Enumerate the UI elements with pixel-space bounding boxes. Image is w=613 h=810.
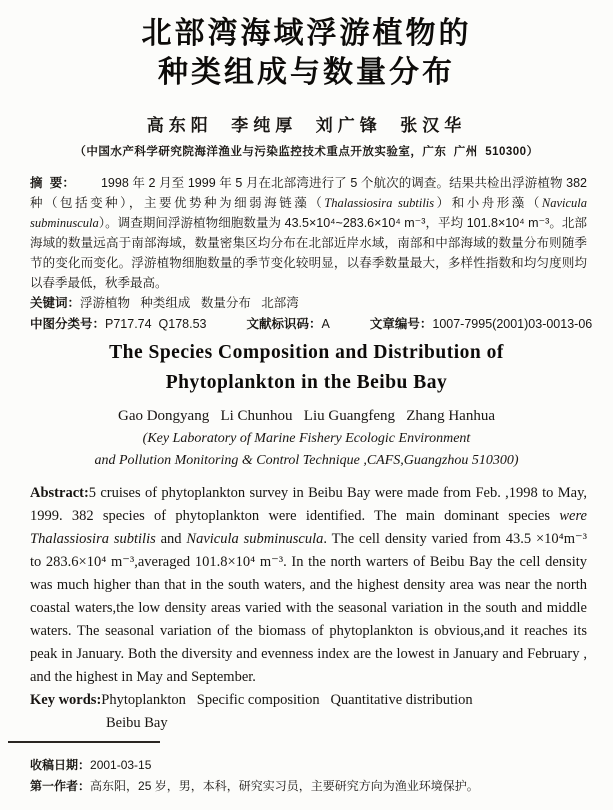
title-en-line2: Phytoplankton in the Beibu Bay xyxy=(165,372,448,393)
affiliation-english xyxy=(0,428,613,472)
article-title-chinese xyxy=(0,14,613,92)
article-id xyxy=(370,314,592,334)
chinese-header xyxy=(0,14,613,159)
title-en-line1: The Species Composition and Distribution of xyxy=(109,342,504,363)
authors-english: Gao Dongyang Li Chunhou Liu Guangfeng Zhang Hanhua xyxy=(117,408,495,424)
abstract-cn-text-1: 1998 年 2 月至 1999 年 5 月在北部湾进行了 5 个航次的调查。结果共检出浮游植物 382 种（包括变种），主要优势种为细弱海链藻（ xyxy=(30,176,587,210)
affiliation-en-line2: and Pollution Monitoring & Control Technique ,CAFS,Guangzhou 510300) xyxy=(94,453,519,468)
keywords-english-line2: Beibu Bay xyxy=(106,715,168,731)
abstract-cn-label: 摘 要： xyxy=(30,176,75,190)
chinese-abstract-block xyxy=(30,173,593,334)
keywords-cn-label: 关键词： xyxy=(30,296,81,310)
keywords-cn-text: 浮游植物 种类组成 数量分布 北部湾 xyxy=(80,296,299,310)
abstract-chinese xyxy=(30,173,587,293)
received-date-line xyxy=(0,755,613,776)
abstract-en-text-2: and xyxy=(155,531,187,547)
species-name-1: Thalassiosira subtilis xyxy=(324,196,435,210)
abstract-en-text-1: 5 cruises of phytoplankton survey in Beibu Bay were made from Feb. ,1998 to May, 1999. 382 species of phytoplankton were identified. The main dominant species xyxy=(30,485,587,524)
keywords-english xyxy=(30,689,587,712)
species-name-en-1: were Thalassiosira subtilis xyxy=(30,508,587,547)
clc-value: P717.74 Q178.53 xyxy=(105,317,207,331)
document-code xyxy=(247,314,330,334)
keywords-chinese xyxy=(30,293,587,313)
abstract-english xyxy=(30,482,587,689)
article-id-label: 文章编号： xyxy=(369,317,433,331)
classification-row xyxy=(30,314,593,334)
article-title-english xyxy=(0,338,613,398)
title-cn-line2: 种类组成与数量分布 xyxy=(158,56,455,89)
affiliation-en-line1: (Key Laboratory of Marine Fishery Ecologic Environment xyxy=(142,431,471,446)
species-name-en-2: Navicula subminuscula xyxy=(186,531,324,547)
first-author-line xyxy=(0,776,613,797)
first-author-label: 第一作者： xyxy=(30,779,91,793)
received-date-value: 2001-03-15 xyxy=(90,758,152,772)
first-author-value: 高东阳，25 岁，男，本科，研究实习员，主要研究方向为渔业环境保护。 xyxy=(90,779,479,793)
abstract-cn-text-2: ）和小舟形藻（ xyxy=(434,196,542,210)
abstract-cn-text-3: ）。调查期间浮游植物细胞数量为 43.5×10⁴~283.6×10⁴ m⁻³，平均 101.8×10⁴ m⁻³。北部海域的数量远高于南部海域，数量密集区均分布在北部近岸水域，南部和中部海域的数量分布则随季节的变化而变化。浮游植物细胞数量的季节变化较明显，以春季数量最大，多样性指数和均匀度则均以春季最低，秋季最高。 xyxy=(30,216,587,290)
clc-label: 中图分类号： xyxy=(30,317,106,331)
english-header xyxy=(0,338,613,472)
abstract-en-label: Abstract: xyxy=(30,485,89,501)
article-id-value: 1007-7995(2001)03-0013-06 xyxy=(432,317,593,331)
species-name-2: Navicula subminuscula xyxy=(30,196,587,230)
authors-chinese: 高东阳 李纯厚 刘广锋 张汉华 xyxy=(146,116,467,135)
abstract-en-text-3: . The cell density varied from 43.5 ×10⁴m⁻³ to 283.6×10⁴ m⁻³,averaged 101.8×10⁴ m⁻³. In the north warters of Beibu Bay the cell density was much higher than that in the south waters, and the highest density area was near the north coastal waters,the low density areas varied with the seasonal variation in the south and middle waters. The seasonal variation of the biomass of phytoplankton is obvious,and it reaches its peak in January. Both the diversity and evenness index are the lowest in January and February , and the highest in May and September. xyxy=(30,531,587,685)
clc-number xyxy=(30,314,207,334)
received-date-label: 收稿日期： xyxy=(30,758,91,772)
footnote xyxy=(0,741,613,797)
footnote-divider xyxy=(8,741,160,743)
title-cn-line1: 北部湾海域浮游植物的 xyxy=(141,17,472,50)
english-abstract-block xyxy=(30,482,587,735)
affiliation-chinese: （中国水产科学研究院海洋渔业与污染监控技术重点开放实验室，广东 广州 510300） xyxy=(74,146,539,158)
document-code-label: 文献标识码： xyxy=(246,317,322,331)
keywords-en-line1: Phytoplankton Specific composition Quantitative distribution xyxy=(101,692,473,708)
keywords-en-label: Key words: xyxy=(30,692,102,708)
document-code-value: A xyxy=(321,317,330,331)
